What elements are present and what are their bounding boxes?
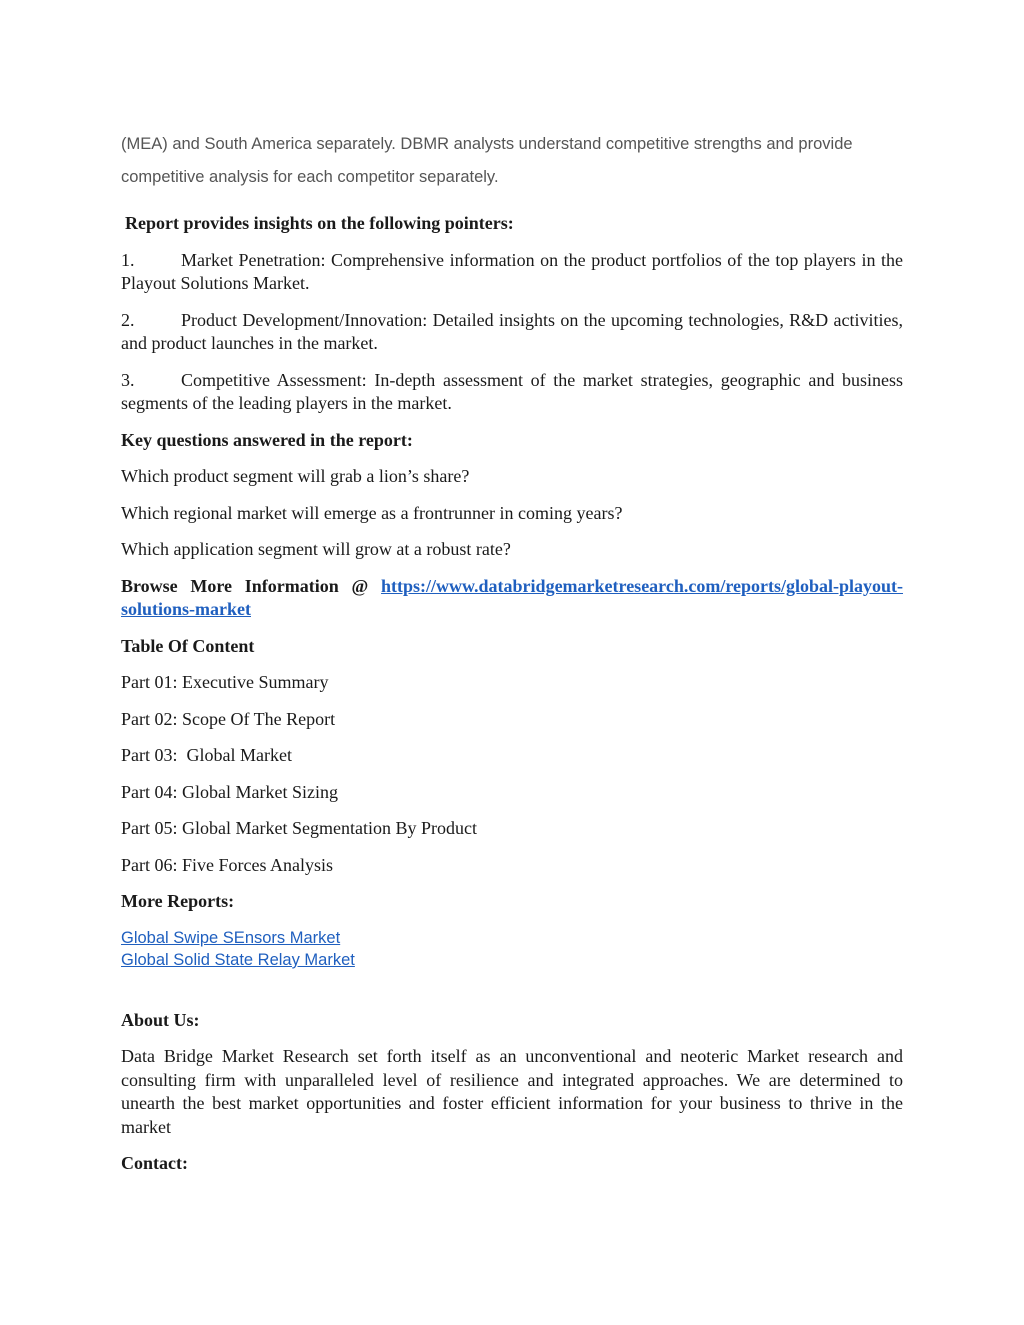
- pointer-item-1: [121, 249, 903, 296]
- more-report-link-solid-state-relay[interactable]: Global Solid State Relay Market: [121, 951, 355, 969]
- pointers-heading: Report provides insights on the following pointers:: [125, 213, 514, 233]
- about-heading: About Us:: [121, 1009, 200, 1030]
- pointer-number: 1.: [121, 249, 135, 270]
- question-item: Which product segment will grab a lion’s share?: [121, 466, 470, 486]
- toc-item: Part 02: Scope Of The Report: [121, 708, 336, 729]
- pointer-text: Product Development/Innovation: Detailed insights on the upcoming technologies, R&D activities, and product launches in the market.: [121, 309, 903, 353]
- intro-paragraph: [121, 128, 903, 194]
- pointer-number: 3.: [121, 369, 135, 390]
- pointer-item-3: [121, 369, 903, 416]
- pointer-item-2: [121, 309, 903, 356]
- more-report-link-swipe-sensors[interactable]: Global Swipe SEnsors Market: [121, 928, 341, 947]
- question-item: Which application segment will grow at a robust rate?: [121, 539, 511, 559]
- more-reports-heading: More Reports:: [121, 891, 235, 911]
- about-paragraph: Data Bridge Market Research set forth itself as an unconventional and neoteric Market research and consulting firm with unparalleled level of resilience and integrated approaches. We are determined to unearth the best market opportunities and foster efficient information for your business to thrive in the market: [121, 1046, 903, 1137]
- more-reports-links: [121, 927, 903, 972]
- report-link[interactable]: https://www.databridgemarketresearch.com/reports/global-playout-solutions-market: [121, 575, 903, 619]
- document-page: [121, 128, 903, 1189]
- browse-label: Browse More Information @: [121, 575, 369, 596]
- question-item: Which regional market will emerge as a frontrunner in coming years?: [121, 502, 623, 523]
- toc-item: Part 05: Global Market Segmentation By Product: [121, 818, 477, 838]
- intro-line-1: (MEA) and South America separately. DBMR analysts understand competitive strengths and provide: [121, 135, 853, 153]
- toc-item: Part 01: Executive Summary: [121, 672, 329, 692]
- pointer-number: 2.: [121, 309, 135, 330]
- browse-more-line: [121, 575, 903, 622]
- toc-heading: Table Of Content: [121, 635, 255, 656]
- pointer-text: Market Penetration: Comprehensive information on the product portfolios of the top players in the Playout Solutions Market.: [121, 249, 903, 293]
- contact-heading: Contact:: [121, 1153, 188, 1173]
- pointer-text: Competitive Assessment: In-depth assessment of the market strategies, geographic and business segments of the leading players in the market.: [121, 369, 903, 413]
- intro-line-2: competitive analysis for each competitor separately.: [121, 168, 499, 186]
- toc-item: Part 06: Five Forces Analysis: [121, 854, 333, 875]
- toc-item: Part 03: Global Market: [121, 745, 292, 765]
- toc-item: Part 04: Global Market Sizing: [121, 781, 338, 802]
- questions-heading: Key questions answered in the report:: [121, 429, 413, 450]
